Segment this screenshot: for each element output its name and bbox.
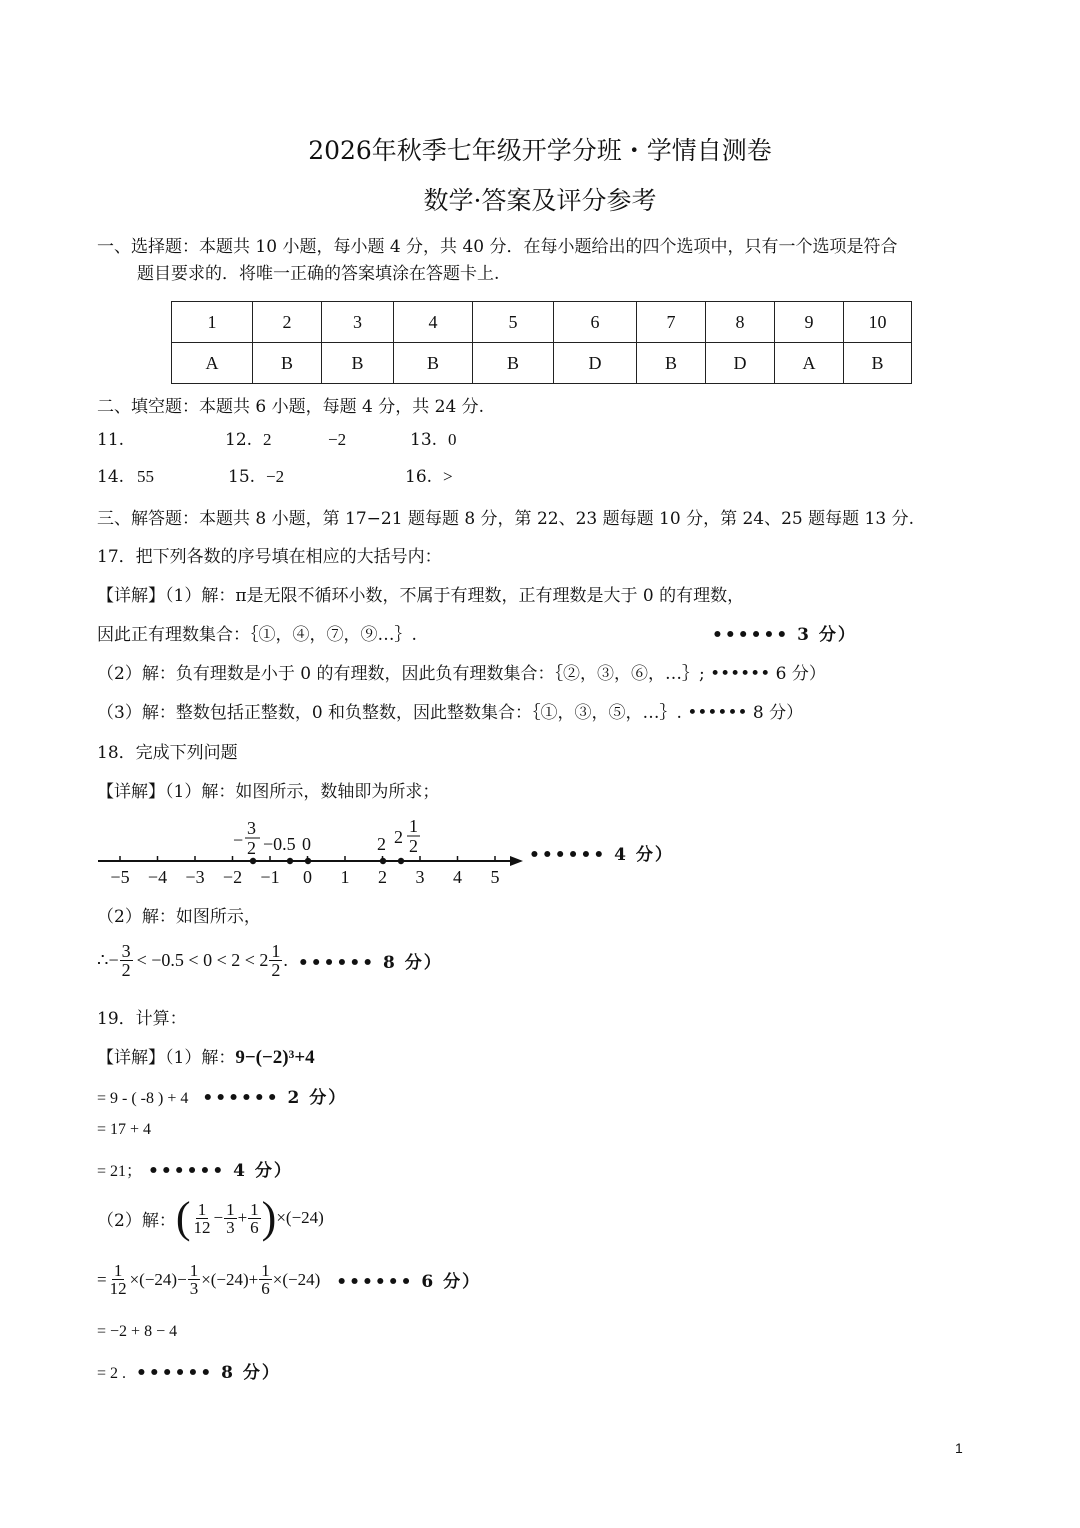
fraction-one-half (269, 942, 282, 979)
table-cell: B (322, 343, 394, 384)
label-two: 2 (247, 838, 256, 858)
q19-line5-fractions (190, 1201, 261, 1236)
q17-line3: （2）解：负有理数是小于 0 的有理数，因此负有理数集合：｛②，③，⑥，…｝; •••••• 6 分） (97, 664, 826, 684)
number-line-tick-label: −5 (110, 867, 130, 887)
table-cell: 4 (394, 302, 473, 343)
fraction-1-3 (224, 1201, 237, 1236)
q19-line5-prefix: （2）解： (97, 1210, 176, 1231)
q18-inequality (97, 942, 443, 979)
label-two-point: 2 (377, 834, 386, 854)
q19-line3: = 17 + 4 (97, 1121, 152, 1138)
number-line-tick-label: 4 (453, 867, 462, 887)
number-line-tick-label: 2 (378, 867, 387, 887)
q19-score3: •••••• 6 分） (336, 1272, 482, 1292)
q19-line2-expr: = 9 - ( -8 ) + 4 (97, 1090, 189, 1107)
q19-line6 (97, 1262, 481, 1297)
q14-answer: 55 (137, 467, 154, 486)
table-cell: A (775, 343, 844, 384)
q18-score2: •••••• 8 分） (297, 953, 443, 973)
q12-label: 12. (225, 430, 253, 450)
number-line-tick-label: 3 (415, 867, 425, 887)
table-cell: B (844, 343, 912, 384)
q15-answer: −2 (266, 467, 285, 486)
q14-label: 14. (97, 467, 125, 487)
table-cell: B (473, 343, 554, 384)
table-cell: 10 (844, 302, 912, 343)
label-mixed-num: 1 (409, 816, 418, 836)
q13-label: 13. (410, 430, 438, 450)
table-cell: D (554, 343, 637, 384)
table-cell: B (253, 343, 322, 384)
q19-line1 (97, 1043, 315, 1069)
label-neg-half: −0.5 (263, 834, 296, 854)
q16-answer: > (443, 467, 453, 486)
fraction-1-6 (259, 1262, 272, 1297)
q19-line8 (97, 1358, 281, 1383)
minus-sign: − (213, 1208, 224, 1227)
q19-line4 (97, 1156, 293, 1181)
q18-score1: •••••• 4 分） (529, 845, 674, 865)
q19-line7: = −2 + 8 − 4 (97, 1323, 178, 1340)
q19-score1: •••••• 2 分） (202, 1088, 348, 1108)
label-mixed-den: 2 (409, 836, 418, 856)
answer-table-numbers (172, 302, 912, 343)
q11-label: 11. (97, 430, 125, 450)
period: . (283, 950, 288, 970)
fraction-1-3 (188, 1262, 201, 1297)
page-subtitle: 数学·答案及评分参考 (423, 186, 657, 215)
q19-score2: •••••• 4 分） (148, 1161, 293, 1181)
arrow-right-icon (510, 856, 523, 866)
numerator: 1 (113, 1261, 123, 1280)
section3-heading: 三、解答题：本题共 8 小题，第 17−21 题每题 8 分，第 22、23 题每题 10 分，第 24、25 题每题 13 分. (97, 509, 914, 529)
q19-title: 19．计算： (97, 1009, 187, 1029)
denominator: 12 (109, 1279, 127, 1298)
fraction-1-12 (108, 1262, 129, 1297)
label-mixed-whole: 2 (394, 827, 403, 847)
denominator: 6 (261, 1279, 270, 1298)
q12-answer-b: −2 (328, 430, 347, 449)
point-zero (305, 858, 311, 864)
q18-title: 18．完成下列问题 (97, 743, 238, 763)
number-line-tick-label: −2 (222, 867, 243, 887)
answer-table-answers (172, 343, 912, 384)
q17-line4: （3）解：整数包括正整数，0 和负整数，因此整数集合：｛①，③，⑤，…｝. •••••• 8 分） (97, 703, 804, 723)
point-two (380, 858, 386, 864)
q18-line1: 【详解】（1）解：如图所示，数轴即为所求； (97, 782, 440, 802)
q16-label: 16. (405, 467, 433, 487)
q18-line2: （2）解：如图所示， (97, 907, 261, 927)
numerator: 1 (226, 1199, 235, 1219)
numerator: 1 (271, 941, 281, 961)
fraction-1-12 (191, 1201, 212, 1236)
inequality-chain: < −0.5 < 0 < 2 < 2 (136, 950, 269, 970)
point-neg-half (287, 858, 293, 864)
q19-line1-prefix: 【详解】（1）解： (97, 1048, 236, 1068)
denominator: 2 (121, 960, 131, 980)
section1-line2: 题目要求的．将唯一正确的答案填涂在答题卡上. (137, 264, 500, 284)
table-cell: B (637, 343, 706, 384)
q19-line6-term3: ×(−24) (272, 1269, 321, 1289)
denominator: 3 (226, 1217, 235, 1237)
number-line (90, 812, 560, 892)
numerator: 1 (261, 1261, 270, 1280)
table-cell: 6 (554, 302, 637, 343)
denominator: 12 (193, 1217, 211, 1237)
fraction-1-6 (248, 1201, 261, 1236)
q19-line1-expr: 9−(−2)³+4 (235, 1047, 315, 1068)
table-cell: D (706, 343, 775, 384)
number-line-tick-label: −4 (147, 867, 168, 887)
therefore-symbol: ∴− (97, 950, 119, 970)
number-line-tick-label: −1 (260, 867, 280, 887)
numerator: 1 (197, 1199, 207, 1219)
q19-line6-term2: ×(−24)+ (201, 1269, 259, 1289)
paren-open: ( (175, 1193, 191, 1242)
number-line-tick-label: 1 (340, 867, 350, 887)
q19-line5 (97, 1193, 324, 1242)
q17-line2: 因此正有理数集合：｛①，④，⑦，⑨…｝. (97, 625, 417, 645)
denominator: 3 (189, 1279, 199, 1298)
numerator: 3 (121, 941, 131, 961)
q17-line1: 【详解】（1）解：π是无限不循环小数，不属于有理数，正有理数是大于 0 的有理数， (97, 586, 745, 606)
page-title: 2026年秋季七年级开学分班・学情自测卷 (308, 136, 772, 165)
denominator: 6 (250, 1217, 259, 1237)
table-cell: 2 (253, 302, 322, 343)
q19-line8-expr: = 2 . (97, 1365, 127, 1382)
number-line-tick-label: 0 (303, 867, 312, 887)
table-cell: 7 (637, 302, 706, 343)
section1-line1: 一、选择题：本题共 10 小题，每小题 4 分，共 40 分．在每小题给出的四个选项中，只有一个选项是符合 (97, 237, 898, 257)
table-cell: 3 (322, 302, 394, 343)
point-two-and-half (398, 858, 404, 864)
q19-line6-term1: ×(−24)− (129, 1269, 187, 1289)
page-number: 1 (955, 1440, 963, 1456)
q17-title: 17．把下列各数的序号填在相应的大括号内： (97, 547, 442, 567)
plus-sign: + (237, 1208, 248, 1227)
table-cell: B (394, 343, 473, 384)
number-line-tick-label: 5 (490, 867, 500, 887)
number-line-tick-label: −3 (185, 867, 205, 887)
point-neg-three-halves (250, 858, 256, 864)
fraction-three-halves (120, 942, 133, 979)
section2-heading: 二、填空题：本题共 6 小题，每题 4 分，共 24 分. (97, 397, 485, 417)
denominator: 2 (271, 960, 281, 980)
table-cell: A (172, 343, 253, 384)
answer-table (171, 301, 912, 384)
q19-line5-tail: ×(−24) (276, 1208, 324, 1227)
q17-score1: •••••• 3 分） (712, 625, 857, 645)
table-cell: 9 (775, 302, 844, 343)
label-zero: 0 (302, 834, 311, 854)
q13-answer: 0 (448, 430, 457, 449)
q12-answer-a: 2 (263, 430, 272, 449)
equals-sign: = (97, 1269, 107, 1289)
q15-label: 15. (228, 467, 256, 487)
table-cell: 1 (172, 302, 253, 343)
q19-score4: •••••• 8 分） (136, 1363, 281, 1383)
q19-line4-expr: = 21； (97, 1163, 143, 1180)
paren-close: ) (261, 1193, 277, 1242)
label-neg-sign: − (233, 830, 244, 850)
table-cell: 5 (473, 302, 554, 343)
label-three: 3 (247, 818, 256, 838)
numerator: 1 (250, 1199, 259, 1219)
q19-line2 (97, 1083, 347, 1108)
table-cell: 8 (706, 302, 775, 343)
numerator: 1 (189, 1261, 199, 1280)
